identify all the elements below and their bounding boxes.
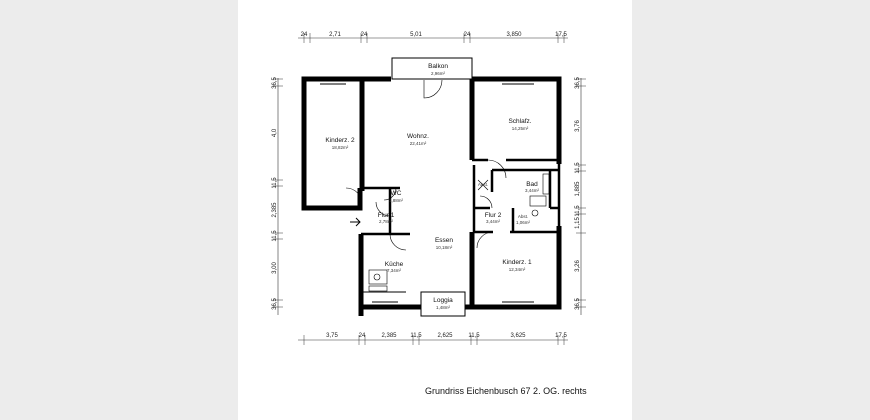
dim-left-4: 2,385 [272, 202, 278, 218]
room-schlafz [508, 118, 531, 131]
dim-right-8: 36,5 [575, 298, 581, 310]
dim-bottom-8: 17,5 [555, 333, 567, 339]
room-area: 1,48m² [435, 305, 451, 310]
room-name: WC [390, 190, 402, 197]
room-labels [325, 63, 539, 310]
dimension-labels-bottom [326, 333, 567, 339]
dim-left-6: 3,00 [272, 262, 278, 274]
room-flur-2 [485, 212, 502, 224]
room-wc [389, 190, 404, 203]
room-wohnz [407, 133, 429, 146]
dim-right-4: 1,885 [575, 181, 581, 197]
room-name: Schlafz. [508, 118, 532, 125]
dim-top-1: 24 [300, 32, 308, 38]
dim-top-4: 5,01 [410, 32, 422, 38]
room-area: 3,44m² [485, 219, 501, 224]
room-name: Kinderz. 1 [502, 259, 532, 266]
drawing-sheet [238, 0, 632, 420]
room-abst-2 [516, 214, 531, 225]
room-name: Flur 2 [484, 212, 502, 219]
dim-top-2: 2,71 [329, 32, 341, 38]
dimension-labels-top [301, 32, 568, 38]
dim-bottom-2: 24 [358, 333, 366, 339]
dim-left-5: 11,5 [272, 230, 278, 242]
floor-plan [238, 0, 632, 420]
dim-bottom-1: 3,75 [326, 333, 338, 339]
room-name: Balkon [428, 63, 448, 70]
room-area: 2,78m² [378, 219, 394, 224]
room-name: Abst. [477, 182, 489, 187]
dim-bottom-4: 11,5 [410, 333, 422, 339]
dim-right-3: 11,5 [575, 162, 581, 174]
room-name: Loggia [433, 297, 453, 304]
dim-left-7: 36,5 [272, 298, 278, 310]
room-name: Wohnz. [407, 133, 429, 140]
room-name: Küche [384, 261, 404, 268]
dim-top-5: 24 [463, 32, 471, 38]
room-essen [435, 237, 453, 250]
room-kinderz-2 [325, 137, 355, 150]
room-abst-1 [478, 182, 488, 187]
room-area: 10,18m² [435, 245, 453, 250]
room-balkon [428, 63, 448, 76]
dim-right-6: 1,15 [575, 217, 581, 229]
dim-bottom-3: 2,385 [381, 333, 397, 339]
dim-bottom-6: 11,5 [468, 333, 480, 339]
dim-left-1: 36,5 [272, 77, 278, 89]
room-area: 1,88m² [388, 198, 404, 203]
dim-bottom-5: 2,625 [437, 333, 453, 339]
dim-left-3: 11,5 [272, 177, 278, 189]
room-area: 2,96m² [430, 71, 446, 76]
room-area: 18,82m² [331, 145, 349, 150]
dimension-labels-left [272, 77, 278, 310]
room-area: 14,25m² [511, 126, 529, 131]
dim-top-7: 17,5 [555, 32, 567, 38]
plan-caption: Grundriss Eichenbusch 67 2. OG. rechts [425, 386, 587, 396]
room-loggia [433, 297, 453, 310]
room-name: Bad [526, 181, 538, 188]
dim-right-1: 36,5 [575, 77, 581, 89]
room-name: Essen [434, 237, 454, 244]
room-area: 22,41m² [409, 141, 427, 146]
dim-top-6: 3,850 [506, 32, 522, 38]
room-area: 1,06m² [515, 220, 531, 225]
dim-right-7: 3,26 [575, 260, 581, 272]
dim-right-2: 3,76 [575, 120, 581, 132]
room-kinderz-1 [502, 259, 532, 272]
dimension-labels-right [575, 77, 581, 310]
room-name: Abst. [517, 214, 529, 219]
dim-top-3: 24 [360, 32, 368, 38]
dim-right-5: 11,5 [575, 205, 581, 217]
room-name: Kinderz. 2 [325, 137, 355, 144]
room-name: Flur 1 [377, 212, 395, 219]
dim-left-2: 4,0 [272, 128, 278, 138]
room-flur-1 [378, 212, 395, 224]
room-area: 7,34m² [386, 268, 402, 273]
dim-bottom-7: 3,625 [510, 333, 526, 339]
room-area: 12,34m² [508, 267, 526, 272]
room-kueche [385, 261, 404, 273]
room-area: 3,44m² [524, 188, 540, 193]
room-bad [525, 181, 540, 193]
walls [304, 58, 559, 316]
